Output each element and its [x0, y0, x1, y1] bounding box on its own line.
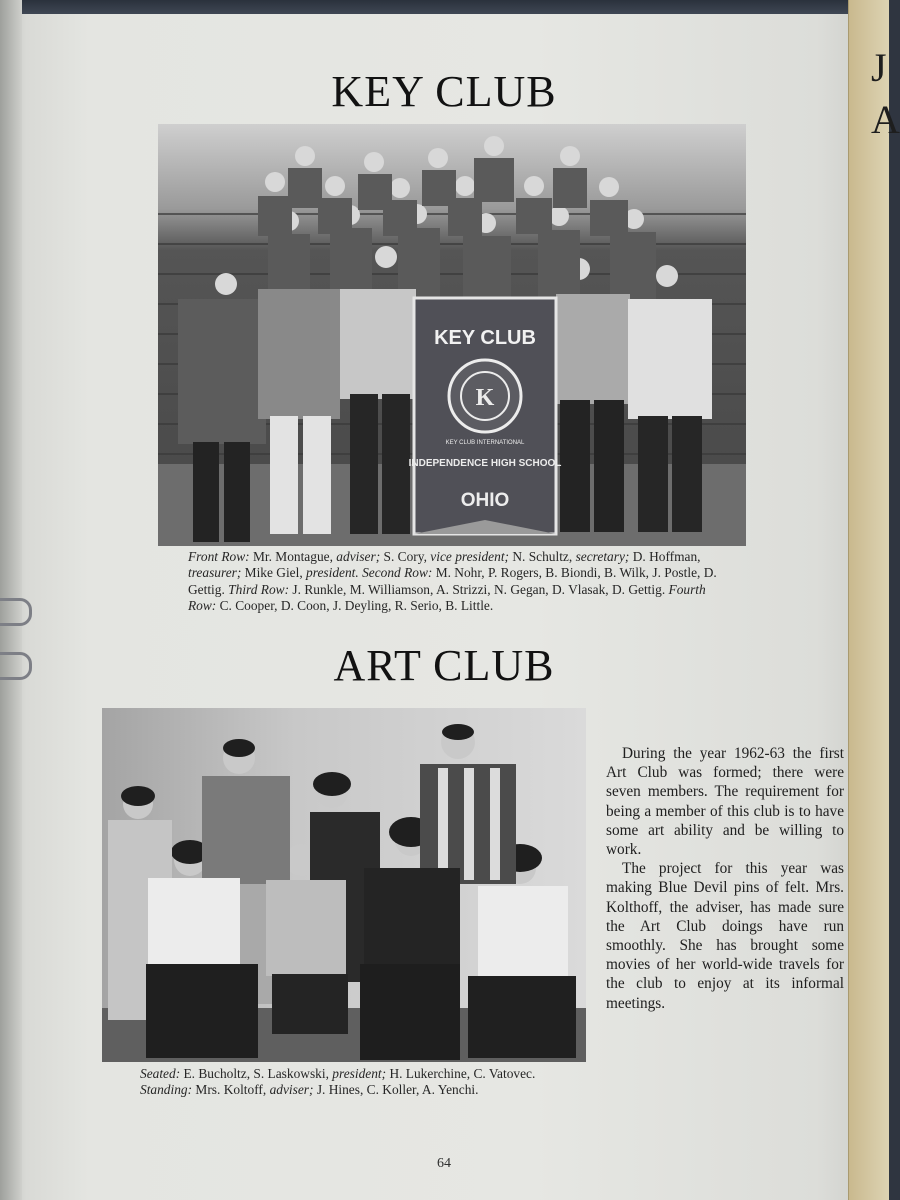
facing-page-letter: J	[871, 45, 887, 90]
caption-text: Mrs. Koltoff,	[192, 1082, 270, 1098]
art-club-photo-graphic	[102, 708, 586, 1062]
art-club-description	[606, 744, 844, 1013]
caption-label: president;	[332, 1066, 387, 1081]
caption-text: H. Lukerchine, C. Vatovec.	[386, 1066, 536, 1081]
caption-text: C. Cooper, D. Coon, J. Deyling, R. Serio, B. Little.	[216, 598, 494, 614]
facing-page-letter: A	[871, 97, 900, 142]
caption-label: Standing:	[140, 1082, 193, 1098]
art-club-group-photo	[102, 708, 586, 1062]
caption-label: adviser;	[336, 549, 381, 564]
caption-label: secretary;	[575, 549, 630, 564]
caption-text: J. Hines, C. Koller, A. Yenchi.	[313, 1082, 479, 1098]
caption-label: treasurer;	[188, 565, 242, 581]
caption-label: Front Row:	[188, 549, 250, 564]
art-club-paragraph: During the year 1962-63 the first Art Club was formed; there were seven members. The requirement for being a member of this club is to have some art ability and be willing to work.	[606, 745, 844, 859]
caption-text: D. Hoffman,	[629, 549, 701, 564]
caption-label: president.	[306, 565, 359, 581]
banner-title: KEY CLUB	[434, 327, 536, 349]
caption-text: N. Schultz,	[509, 549, 576, 564]
art-club-title: ART CLUB	[333, 641, 555, 690]
banner-emblem-letter: K	[475, 385, 495, 411]
banner-state: OHIO	[460, 490, 510, 511]
caption-label: Second Row:	[362, 565, 433, 581]
key-club-banner	[409, 298, 562, 534]
facing-page-edge	[848, 0, 900, 1200]
caption-text: J. Runkle, M. Williamson, A. Strizzi, N. Gegan, D. Vlasak, D. Gettig.	[289, 581, 669, 597]
caption-label: Seated:	[140, 1066, 181, 1081]
banner-school: INDEPENDENCE HIGH SCHOOL	[408, 458, 562, 469]
caption-label: Fourth Row:	[188, 581, 706, 614]
caption-text: E. Bucholtz, S. Laskowski,	[180, 1066, 333, 1081]
caption-label: vice president;	[430, 549, 509, 564]
caption-label: Third Row:	[228, 581, 290, 597]
banner-emblem-text: KEY CLUB INTERNATIONAL	[445, 440, 525, 446]
key-club-title: KEY CLUB	[331, 67, 557, 116]
art-club-paragraph: The project for this year was making Blue Devil pins of felt. Mrs. Kolthoff, the adviser, has made sure the Art Club doings have run smoothly. She has brought some movies of her world-wide travels for the club to enjoy at its informal meetings.	[606, 860, 844, 1012]
binding-strip	[0, 0, 888, 14]
caption-label: adviser;	[269, 1082, 314, 1098]
key-club-caption	[188, 549, 736, 615]
key-club-photo-graphic	[158, 124, 746, 546]
caption-text: Mr. Montague,	[249, 549, 337, 564]
key-club-group-photo	[158, 124, 746, 546]
art-club-caption	[140, 1066, 580, 1099]
page-number: 64	[437, 1156, 451, 1171]
caption-text: Mike Giel,	[241, 565, 307, 581]
caption-text: S. Cory,	[380, 549, 431, 564]
caption-text: M. Nohr, P. Rogers, B. Biondi, B. Wilk, J. Postle, D. Gettig.	[188, 565, 717, 597]
binder-ring-icon	[0, 598, 32, 626]
